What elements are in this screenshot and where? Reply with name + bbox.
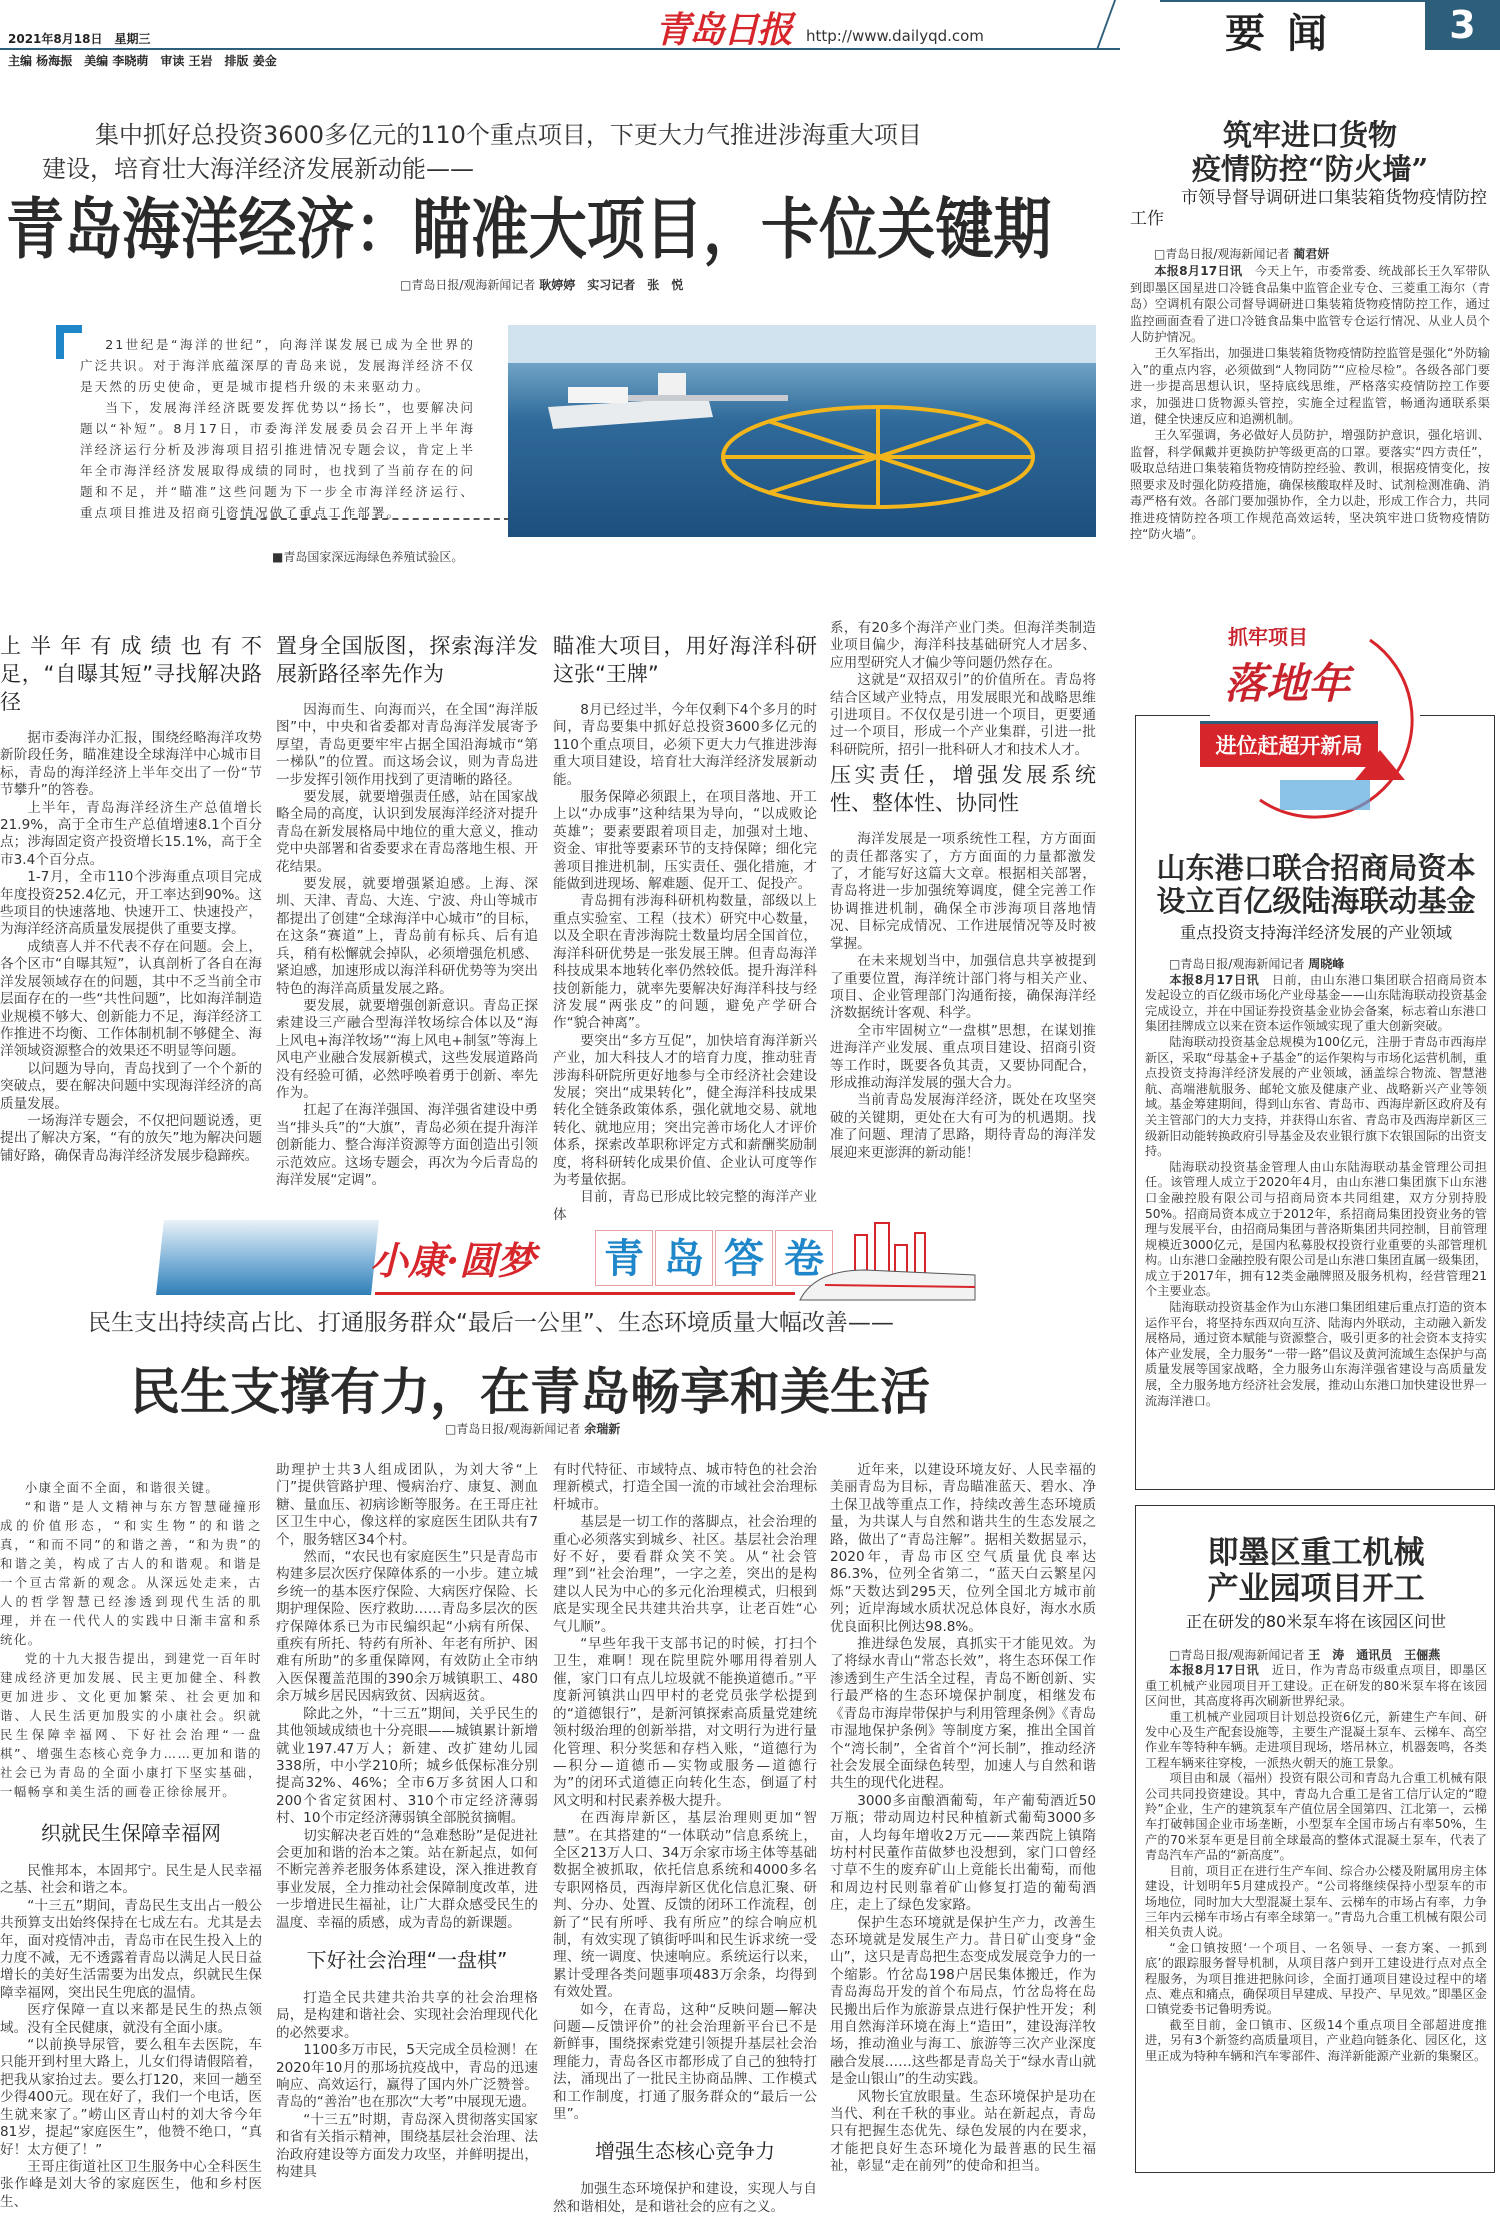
paragraph-text: 日前，由山东港口集团联合招商局资本发起设立的百亿级市场化产业母基金——山东陆海联动投资基金完成设立，并在中国证券投资基金业协会备案，标志着山东港口集团挂牌成立以来在资本运作领域实现了重大创新突破。 <box>1145 972 1488 1034</box>
side2-title-2: 设立百亿级陆海联动基金 <box>1156 884 1476 918</box>
side1-byline <box>1130 246 1490 262</box>
paragraph: 在未来规划当中，加强信息共享被提到了重要位置，海洋统计部门将与相关产业、项目、企业管理部门沟通衔接，确保海洋经济数据统计客观、科学。 <box>830 953 1096 1022</box>
section-heading: 压实责任，增强发展系统性、整体性、协同性 <box>830 763 1096 816</box>
second-column-1-stack <box>0 1478 262 2210</box>
lead-column-4 <box>830 620 1096 1161</box>
banner-char: 答 <box>715 1230 773 1286</box>
xiaokang-banner <box>140 1200 985 1305</box>
side1-title-2: 疫情防控“防火墙” <box>1191 152 1429 186</box>
paragraph: 有时代特征、市域特点、城市特色的社会治理新模式，打造全国一流的市域社会治理标杆城市。 <box>553 1462 817 1513</box>
second-kicker: 民生支出持续高占比、打通服务群众“最后一公里”、生态环境质量大幅改善—— <box>88 1310 894 1336</box>
paragraph: “早些年我干支部书记的时候，打扫个卫生，难啊！现在院里院外哪用得着别人催，家门口有点儿垃圾就不能换道德币。”平度新河镇洪山四甲村的老党员张学松提到的“道德银行”，是新河镇探索高质量党建统领村级治理的创新举措，对文明行为进行量化管理、积分奖惩和存档入账，“道德行为—积分—道德币—实物或服务—道德行为”的闭环式道德正向转化生态，倒逼了村风文明和村民素养极大提升。 <box>553 1636 817 1809</box>
box-top-right-rule <box>1420 715 1495 716</box>
paragraph: 8月已经过半，今年仅剩下4个多月的时间，青岛要集中抓好总投资3600多亿元的110个重点项目，必须下更大力气推进涉海重大项目建设，培育壮大海洋经济发展新动能。 <box>553 702 817 788</box>
second-byline <box>445 1420 620 1437</box>
fish-cage-icon <box>723 407 1033 507</box>
newspaper-logo: 青岛日报 <box>655 9 792 51</box>
second-column-1 <box>0 1805 262 2211</box>
paragraph: 近年来，以建设环境友好、人民幸福的美丽青岛为目标，青岛瞄准蓝天、碧水、净土保卫战等重点工作，持续改善生态环境质量，为共谋人与自然和谐共生的生态发展之路，做出了“青岛注解”。据相关数据显示，2020年，青岛市区空气质量优良率达86.3%，位列全省第二，“蓝天白云繁星闪烁”天数达到295天，位列全国北方城市前列；近岸海域水质状况总体良好，海水水质优良面积比例达98.8%。 <box>830 1462 1096 1635</box>
lead-byline <box>400 276 683 293</box>
dateline: 本报8月17日讯 <box>1154 264 1243 279</box>
side1-subtitle: 市领导督导调研进口集装箱货物疫情防控工作 <box>1130 188 1487 229</box>
badge-line-2: 落地年 <box>1224 659 1351 708</box>
paragraph: 当前青岛发展海洋经济，既处在攻坚突破的关键期，更处在大有可为的机遇期。找准了问题、理清了思路，期待青岛的海洋发展迎来更澎湃的新动能！ <box>830 1092 1096 1161</box>
paragraph: 小康全面不全面，和谐很关键。 <box>24 1480 220 1495</box>
second-intro <box>0 1478 262 1801</box>
paragraph: 要发展，就要增强责任感，站在国家战略全局的高度，认识到发展海洋经济对提升青岛在新发展格局中地位的重大意义，推动党中央部署和省委要求在青岛落地生根、开花结果。 <box>276 789 538 875</box>
side-article-machinery <box>1145 1535 1487 2064</box>
paragraph: 助理护士共3人组成团队，为刘大爷“上门”提供管路护理、慢病治疗、康复、测血糖、量血压、初病诊断等服务。在王哥庄社区卫生中心，像这样的家庭医生团队共有7个，服务辖区34个村。 <box>276 1462 538 1548</box>
paragraph: 系，有20多个海洋产业门类。但海洋类制造业项目偏少，海洋科技基础研究人才居多、应用型研究人才偏少等问题仍然存在。 <box>830 620 1096 671</box>
paragraph: 3000多亩酿酒葡萄，年产葡萄酒近50万瓶；带动周边村民种植新式葡萄3000多亩，人均每年增收2万元——莱西院上镇隋坊村村民董作苗做梦也没想到，家门口曾经寸草不生的废弃矿山上竟能长出葡萄，而他和周边村民则靠着矿山修复打造的葡萄酒庄，走上了绿色发家路。 <box>830 1792 1096 1914</box>
section-heading: 上半年有成绩也有不足，“自曝其短”寻找解决路径 <box>0 634 262 714</box>
header-rule <box>0 48 1120 50</box>
paragraph: 全市牢固树立“一盘棋”思想，在谋划推进海洋产业发展、重点项目建设、招商引资等工作时，既要各负其责，又要协同配合，形成推动海洋发展的强大合力。 <box>830 1022 1096 1091</box>
paragraph: 民惟邦本，本固邦宁。民生是人民幸福之基、社会和谐之本。 <box>0 1863 262 1897</box>
byline-author: 王 涛 通讯员 王俪燕 <box>1308 1648 1441 1662</box>
editors-line: 主编 杨海振 美编 李晓萌 审读 王岩 排版 姜金 <box>8 54 277 68</box>
paragraph: 除此之外，“十三五”期间，关乎民生的其他领域成绩也十分亮眼——城镇累计新增就业197.47万人；新建、改扩建幼儿园338所，中小学210所；城乡低保标准分别提高32%、46%；全市6万多贫困人口和200个省定贫困村、310个市定经济薄弱村、10个市定经济薄弱镇全部脱贫摘帽。 <box>276 1705 538 1827</box>
byline-author: 周晓峰 <box>1308 957 1345 971</box>
byline-source: □青岛日报/观海新闻记者 <box>445 1422 581 1436</box>
paragraph: 要发展，就要增强紧迫感。上海、深圳、天津、青岛、大连、宁波、舟山等城市都提出了创建“全球海洋中心城市”的目标，在这条“赛道”上，青岛前有标兵、后有追兵，稍有松懈就会掉队，必须增强危机感、紧迫感，加速形成以海洋科研优势等为突出特色的海洋高质量发展之路。 <box>276 876 538 997</box>
paragraph: 切实解决老百姓的“急难愁盼”是促进社会更加和谐的治本之策。站在新起点，如何不断完善养老服务体系建设，深入推进教育事业发展，全力推动社会保障制度改革，进一步增进民生福祉，让广大群众感受民生的温度、幸福的质感，成为青岛的新课题。 <box>276 1827 538 1931</box>
paragraph: 目前，青岛已形成比较完整的海洋产业体 <box>553 1189 817 1223</box>
paragraph: 党的十九大报告提出，到建党一百年时建成经济更加发展、民主更加健全、科教更加进步、文化更加繁荣、社会更加和谐、人民生活更加殷实的小康社会。织就民生保障幸福网、下好社会治理“一盘棋”、增强生态核心竞争力……更加和谐的社会已为青岛的全面小康打下坚实基础，一幅畅享和美生活的画卷正徐徐展开。 <box>0 1651 262 1799</box>
byline-author: 耿婷婷 实习记者 张 悦 <box>539 278 684 292</box>
paragraph: 风物长宜放眼量。生态环境保护是功在当代、利在千秋的事业。站在新起点，青岛只有把握生态优先、绿色发展的内在要求，才能把良好生态环境化为最普惠的民生福祉，彰显“走在前列”的使命和担当。 <box>830 2088 1096 2175</box>
lead-kicker-1: 集中抓好总投资3600多亿元的110个重点项目，下更大力气推进涉海重大项目 <box>95 121 922 149</box>
lead-column-2 <box>276 630 538 1188</box>
paragraph: 保护生态环境就是保护生产力，改善生态环境就是发展生产力。昔日矿山变身“金山”，这只是青岛把生态变成发展竞争力的一个缩影。竹岔岛198户居民集体搬迁，作为青岛海岛开发的首个布局点，竹岔岛将在岛民搬出后作为旅游景点进行保护性开发；利用自然海洋环境在海上“造田”，建设海洋牧场，推动渔业与海工、旅游等三次产业深度融合发展……这些都是青岛关于“绿水青山就是金山银山”的生动实践。 <box>830 1914 1096 2088</box>
paragraph: 基层是一切工作的落脚点，社会治理的重心必须落实到城乡、社区。基层社会治理好不好，要看群众笑不笑。从“社会管理”到“社会治理”，一字之差，突出的是构建以人民为中心的多元化治理模式，归根到底是实现全民共建共治共享，让老百姓“心气儿顺”。 <box>553 1514 817 1635</box>
banner-char: 青 <box>595 1230 653 1286</box>
paragraph: “十三五”期间，青岛民生支出占一般公共预算支出始终保持在七成左右。尤其是去年，面对疫情冲击，青岛市在民生投入上的力度不减，无不透露着青岛以满足人民日益增长的美好生活需要为出发点，织就民生保障幸福网，突出民生兜底的温情。 <box>0 1897 262 2001</box>
intro-corner-mark <box>56 325 82 359</box>
paragraph: 成绩喜人并不代表不存在问题。会上，各个区市“自曝其短”，认真剖析了各自在海洋发展领域存在的问题，其中不乏当前全市层面存在的一些“共性问题”，比如海洋制造业规模不够大、创新能力不足，海洋经济工作推进不均衡、工作体制机制不够健全、海洋领域资源整合的效果还不明显等问题。 <box>0 938 262 1060</box>
paragraph: 当下，发展海洋经济既要发挥优势以“扬长”，也要解决问题以“补短”。8月17日，市委海洋发展委员会召开上半年海洋经济运行分析及涉海项目招引推进情况专题会议，肯定上半年全市海洋经济发展取得成绩的同时，也找到了当前存在的问题和不足，并“瞄准”这些问题为下一步全市海洋经济运行、重点项目推进及招商引资情况做了重点工作部署。 <box>80 400 475 520</box>
side3-subtitle: 正在研发的80米泵车将在该园区问世 <box>1185 1612 1447 1631</box>
paragraph: “以前换导尿管，要么租车去医院，车只能开到村里大路上，儿女们得请假陪着，把我从家抬过去。要么打120，来回一趟至少得400元。现在好了，我们一个电话，医生就来家了。”崂山区青山村的刘大爷今年81岁，提起“家庭医生”，他赞不绝口，“真好！太方便了！” <box>0 2037 262 2158</box>
paragraph: 医疗保障一直以来都是民生的热点领域。没有全民健康，就没有全面小康。 <box>0 2002 262 2036</box>
paragraph: 以问题为导向，青岛找到了一个个新的突破点，要在解决问题中实现海洋经济的高质量发展。 <box>0 1060 262 1112</box>
lead-kicker-2: 建设，培育壮大海洋经济发展新动能—— <box>42 155 474 183</box>
side3-title-1: 即墨区重工机械 <box>1207 1535 1425 1571</box>
side2-para-4: 陆海联动投资基金作为山东港口集团组建后重点打造的资本运作平台，将坚持东西双向互济、陆海内外联动，主动融入新发展格局，通过资本赋能与资源整合，吸引更多的社会资本支持实体产业发展，全力服务“一带一路”倡议及黄河流域生态保护与高质量发展等国家战略，全力服务山东海洋强省建设与高质量发展，全力服务地方经济社会发展，推动山东港口加快建设世界一流海洋港口。 <box>1145 1300 1487 1408</box>
paragraph: 因海而生、向海而兴，在全国“海洋版图”中，中央和省委都对青岛海洋发展寄予厚望，青岛更要牢牢占据全国沿海城市“第一梯队”的位置。而这场会议，则为青岛进一步发挥引领作用找到了更清晰的路径。 <box>276 702 538 788</box>
section-name: 要闻 <box>1225 10 1349 57</box>
paragraph: 这就是“双招双引”的价值所在。青岛将结合区域产业特点，用发展眼光和战略思维引进项目。不仅仅是引进一个项目，更要通过一个项目，形成一个产业集群，引进一批科研院所，招引一批科研人才和技术人才。 <box>830 672 1096 758</box>
paragraph-text: 近日，作为青岛市级重点项目，即墨区重工机械产业园项目开工建设。正在研发的80米泵车将在该园区问世，其高度将再次刷新世界纪录。 <box>1145 1663 1488 1709</box>
side3-para-6: 截至目前，金口镇市、区级14个重点项目全部超进度推进，另有3个新签约高质量项目，产业趋向链条化、园区化，这里正成为特种车辆和汽车零部件、海洋新能源产业新的集聚区。 <box>1145 2017 1487 2063</box>
banner-rule <box>375 1292 795 1295</box>
byline-source: □青岛日报/观海新闻记者 <box>400 278 536 292</box>
side-article-import <box>1130 118 1490 542</box>
dateline: 本报8月17日讯 <box>1169 972 1260 987</box>
paragraph: 打造全民共建共治共享的社会治理格局，是构建和谐社会、实现社会治理现代化的必然要求。 <box>276 1989 538 2041</box>
dateline: 本报8月17日讯 <box>1169 1663 1260 1678</box>
side3-para-5: “金口镇按照‘一个项目、一名领导、一套方案、一抓到底’的跟踪服务督导机制，从项目落户到开工建设进行点对点全程服务，为项目推进把脉问诊，全面打通项目建设过程中的堵点、难点和痛点，确保项目早建成、早投产、早见效。”即墨区金口镇党委书记鲁明秀说。 <box>1145 1940 1487 2017</box>
paragraph: 21世纪是“海洋的世纪”，向海洋谋发展已成为全世界的广泛共识。对于海洋底蕴深厚的青岛来说，发展海洋经济不仅是天然的历史使命，更是城市提档升级的未来驱动力。 <box>80 337 475 394</box>
side2-title-1: 山东港口联合招商局资本 <box>1156 851 1476 885</box>
dashed-divider <box>220 518 510 520</box>
paragraph: 推进绿色发展，真抓实干才能见效。为了将绿水青山“常态长效”，将生态环保工作渗透到生产生活全过程，青岛不断创新、实行最严格的生态环境保护制度，相继发布《青岛市海岸带保护与利用管理条例》《青岛市湿地保护条例》等制度方案，推出全国首个“湾长制”，全省首个“河长制”，推动经济社会发展全面绿色转型，加速人与自然和谐共生的现代化进程。 <box>830 1636 1096 1792</box>
section-tab-edge <box>1096 0 1134 50</box>
aquaculture-photo <box>508 325 1096 537</box>
lead-intro <box>80 334 475 523</box>
side2-subtitle: 重点投资支持海洋经济发展的产业领域 <box>1179 923 1452 942</box>
side3-title-2: 产业园项目开工 <box>1207 1571 1425 1607</box>
lead-column-1 <box>0 630 262 1164</box>
side3-byline <box>1145 1648 1487 1663</box>
ship-icon <box>548 373 788 429</box>
photo-caption: ■青岛国家深远海绿色养殖试验区。 <box>272 550 464 564</box>
issue-date: 2021年8月18日 星期三 <box>8 32 151 46</box>
paragraph-text: 今天上午，市委常委、统战部长王久军带队到即墨区国星进口冷链食品集中监管企业专仓、三菱重工海尔（青岛）空调机有限公司督导调研进口集装箱货物疫情防控工作，通过监控画面查看了进口冷链食品集中监管专仓运行情况、从业人员个人防护情况。 <box>1130 264 1491 345</box>
byline-author: 余瑞新 <box>584 1422 621 1436</box>
second-headline: 民生支撑有力，在青岛畅享和美生活 <box>130 1362 930 1421</box>
paragraph: 扛起了在海洋强国、海洋强省建设中勇当“排头兵”的“大旗”，青岛必须在提升海洋创新能力、整合海洋资源等方面创造出引领示范效应。这场专题会，再次为今后青岛的海洋发展“定调”。 <box>276 1102 538 1188</box>
paragraph: 然而，“农民也有家庭医生”只是青岛市构建多层次医疗保障体系的一小步。建立城乡统一的基本医疗保险、大病医疗保险、长期护理保险、医疗救助……青岛多层次的医疗保障体系已为市民编织起“小病有所保、重疾有所托、特药有所补、年老有所护、困难有所助”的多重保障网，有效防止全市纳入医保覆盖范围的390余万城镇职工、480余万城乡居民因病致贫、因病返贫。 <box>276 1549 538 1705</box>
section-heading: 瞄准大项目，用好海洋科研这张“王牌” <box>553 634 817 686</box>
side1-para-1 <box>1130 263 1490 345</box>
side2-byline <box>1145 957 1487 973</box>
side2-para-2: 陆海联动投资基金总规模为100亿元，注册于青岛市西海岸新区，采取“母基金+子基金”的运作架构与市场化运营机制，重点投资支持海洋经济发展的产业领域，涵盖综合物流、智慧港航、高端港航服务、邮轮文旅及健康产业、战略新兴产业等领域。基金筹建期间，得到山东省、青岛市、西海岸新区政府及有关主管部门的大力支持，并获得山东省、青岛市及西海岸新区三级新旧动能转换政府引导基金及农业银行旗下农银国际的出资支持。 <box>1145 1034 1487 1159</box>
paragraph: 青岛拥有涉海科研机构数量，部级以上重点实验室、工程（技术）研究中心数量，以及全职在青涉海院士数量均居全国首位，海洋科研优势是一张发展王牌。但青岛海洋科技成果本地转化率仍然较低。提升海洋科技创新能力，就率先要解决好海洋科技与经济发展“两张皮”的问题，避免产学研合作“貌合神离”。 <box>553 893 817 1032</box>
byline-author: 蔺君妍 <box>1293 247 1330 261</box>
paragraph: “十三五”时期，青岛深入贯彻落实国家和省有关指示精神，围绕基层社会治理、法治政府建设等方面发力攻坚，并鲜明提出，构建具 <box>276 2111 538 2181</box>
section-heading: 增强生态核心竞争力 <box>595 2139 775 2164</box>
side1-para-2: 王久军指出，加强进口集装箱货物疫情防控监管是强化“外防输入”的重点内容，必须做到“人物同防”“应检尽检”。各级各部门要进一步提高思想认识，坚持底线思维，严格落实疫情防控工作要求，加强进口货物源头管控，实施全过程监管，畅通沟通联系渠道，健全快速反应和追溯机制。 <box>1130 346 1490 427</box>
second-column-3 <box>553 1462 817 2215</box>
second-column-2 <box>276 1462 538 2181</box>
badge-line-3: 进位赶超开新局 <box>1200 721 1378 767</box>
paragraph: 海洋发展是一项系统性工程，方方面面的责任都落实了，方方面面的力量都激发了，才能写好这篇大文章。根据相关部署，青岛将进一步加强统筹调度，健全完善工作协调推进机制，确保全市涉海项目落地情况、目标完成情况、工作进展情况等及时被掌握。 <box>830 831 1096 952</box>
paragraph: 要突出“多方互促”，加快培育海洋新兴产业，加大科技人才的培育力度，推动驻青涉海科研院所更好地参与全市经济社会建设发展；突出“成果转化”，健全海洋科技成果转化全链条政策体系，强化就地交易、就地转化、就地应用；突出完善市场化人才评价体系，探索改革职称评定方式和薪酬奖励制度，将科研转化成果价值、企业认可度等作为考量依据。 <box>553 1032 817 1188</box>
box-top-left-rule <box>1135 715 1210 716</box>
section-heading: 下好社会治理“一盘棋” <box>306 1947 508 1972</box>
paragraph: 如今，在青岛，这种“反映问题—解决问题—反馈评价”的社会治理新平台已不是新鲜事，围绕探索党建引领提升基层社会治理能力，青岛各区市都形成了自己的独特打法，涌现出了一批民主协商品牌、工作模式和工作制度，打通了服务群众的“最后一公里”。 <box>553 2001 817 2123</box>
side2-para-1 <box>1145 973 1487 1035</box>
side3-para-1 <box>1145 1663 1487 1709</box>
banner-char: 岛 <box>655 1230 713 1286</box>
train-skyline-icon <box>795 1215 980 1305</box>
page-number: 3 <box>1425 0 1500 50</box>
lead-headline: 青岛海洋经济：瞄准大项目，卡位关键期 <box>6 190 1052 268</box>
section-heading: 置身全国版图，探索海洋发展新路径率先作为 <box>276 634 538 686</box>
lead-column-3 <box>553 630 817 1223</box>
side3-para-4: 目前，项目正在进行生产车间、综合办公楼及附属用房主体建设，计划明年5月建成投产。“公司将继续保持小型泵车的市场地位，同时加大大型混凝土泵车、云梯车的市场占有率，力争三年内云梯车市场占有率全球第一。”青岛九合重工机械有限公司相关负责人说。 <box>1145 1863 1487 1940</box>
side-article-fund <box>1145 852 1487 1409</box>
paragraph: 1-7月，全市110个涉海重点项目完成年度投资252.4亿元，开工率达到90%。这些项目的快速落地、快速开工、快速投产，为海洋经济高质量发展提供了重要支撑。 <box>0 869 262 938</box>
byline-source: □青岛日报/观海新闻记者 <box>1169 1648 1305 1662</box>
paragraph: 要发展，就要增强创新意识。青岛正探索建设三产融合型海洋牧场综合体以及“海上风电+海洋牧场”“海上风电+制氢”等海上风电产业融合发展新模式，这些发展道路尚没有经验可循，必然呼唤着勇于创新、率先作为。 <box>276 997 538 1101</box>
paragraph: 据市委海洋办汇报，围绕经略海洋攻势新阶段任务，瞄准建设全球海洋中心城市目标，青岛的海洋经济上半年交出了一份“节节攀升”的答卷。 <box>0 730 262 799</box>
side3-para-3: 项目由和晟（福州）投资有限公司和青岛九合重工机械有限公司共同投资建设。其中，青岛九合重工是省工信厅认定的“瞪羚”企业，生产的建筑泵车产值位居全国第四、江北第一，云梯车打破韩国企业市场垄断，小型泵车全国市场占有率50%，生产的70米泵车更是目前全球最高的整体式混凝土泵车，代表了青岛汽车产品的“新高度”。 <box>1145 1771 1487 1863</box>
second-column-4 <box>830 1462 1096 2178</box>
banner-char: 卷 <box>775 1230 833 1286</box>
paragraph: 一场海洋专题会，不仅把问题说透，更提出了解决方案，“有的放矢”地为解决问题铺好路，确保青岛海洋经济发展步稳蹄疾。 <box>0 1112 262 1164</box>
side1-para-3: 王久军强调，务必做好人员防护，增强防护意识，强化培训、监督，科学佩戴并更换防护等级更高的口罩。要落实“四方责任”，吸取总结进口集装箱货物疫情防控经验、教训，根据疫情变化，按照要求及时强化防疫措施，确保核酸取样及时、试剂检测准确、消毒严格有效。各部门要加强协作，全力以赴，形成工作合力，共同推进疫情防控各项工作规范高效运转，坚决筑牢进口货物疫情防控“防火墙”。 <box>1130 428 1490 541</box>
byline-source: □青岛日报/观海新闻记者 <box>1169 957 1305 971</box>
website-url[interactable]: http://www.dailyqd.com <box>806 27 984 45</box>
paragraph: 加强生态环境保护和建设，实现人与自然和谐相处，是和谐社会的应有之义。 <box>553 2181 817 2215</box>
byline-source: □青岛日报/观海新闻记者 <box>1154 247 1290 261</box>
banner-left-text: 小康·圆梦 <box>370 1238 536 1283</box>
paragraph: 上半年，青岛海洋经济生产总值增长21.9%，高于全市生产总值增速8.1个百分点；涉海固定资产投资增长15.1%，高于全市3.4个百分点。 <box>0 799 262 868</box>
side2-para-3: 陆海联动投资基金管理人由山东陆海联动基金管理公司担任。该管理人成立于2020年4月，由山东港口集团旗下山东港口金融控股有限公司与招商局资本共同组建，双方分别持股50%。招商局资本成立于2012年，系招商局集团投资业务的管理与发展平台，由招商局集团与普洛斯集团共同控制，目前管理规模近3000亿元，是国内私募股权投资行业重要的头部管理机构。山东港口金融控股有限公司是山东港口集团直属一级集团，成立于2017年，拥有12类金融牌照及服务机构，经营管理21个主要业态。 <box>1145 1159 1487 1299</box>
side1-title-1: 筑牢进口货物 <box>1222 118 1397 152</box>
section-heading: 织就民生保障幸福网 <box>41 1821 221 1845</box>
paragraph: 服务保障必须跟上，在项目落地、开工上以“办成事”这种结果为导向，“以成败论英雄”；要素要跟着项目走，加强对土地、资金、审批等要素环节的支持保障；细化完善项目推进机制，压实责任、强化措施，才能做到进现场、解难题、促开工、促投产。 <box>553 789 817 893</box>
paragraph: 1100多万市民，5天完成全员检测！在2020年10月的那场抗疫战中，青岛的迅速响应、高效运行，赢得了国内外广泛赞誉。青岛的“善治”也在那次“大考”中展现无遗。 <box>276 2042 538 2111</box>
paragraph: 在西海岸新区，基层治理则更加“智慧”。在其搭建的“一体联动”信息系统上，全区213万人口、34万余家市场主体等基础数据全被抓取，依托信息系统和4000多名专职网格员，西海岸新区优化信息汇聚、研判、分办、处置、反馈的闭环工作流程，创新了“民有所呼、我有所应”的综合响应机制，有效实现了镇街呼叫和民生诉求统一受理、统一调度、快速响应。系统运行以来，累计受理各类问题事项483万余条，均得到有效处置。 <box>553 1810 817 2001</box>
city-bay-image <box>156 1220 379 1295</box>
badge-line-1: 抓牢项目 <box>1228 625 1308 649</box>
paragraph: 王哥庄街道社区卫生服务中心全科医生张作峰是刘大爷的家庭医生，他和乡村医生、 <box>0 2158 262 2210</box>
side3-para-2: 重工机械产业园项目计划总投资6亿元，新建生产车间、研发中心及生产配套设施等，主要生产混凝土泵车、云梯车、高空作业车等特种车辆。走进项目现场，塔吊林立，机器轰鸣，各类工程车辆来往穿梭，一派热火朝天的施工景象。 <box>1145 1709 1487 1770</box>
paragraph: “和谐”是人文精神与东方智慧碰撞形成的价值形态，“和实生物”的和谐之真，“和而不同”的和谐之善，“和为贵”的和谐之美，构成了古人的和谐观。和谐是一个亘古常新的观念。从深远处走来，古人的哲学智慧已经渗透到现代生活的肌理，并在一代代人的实践中日渐丰富和系统化。 <box>0 1499 262 1647</box>
